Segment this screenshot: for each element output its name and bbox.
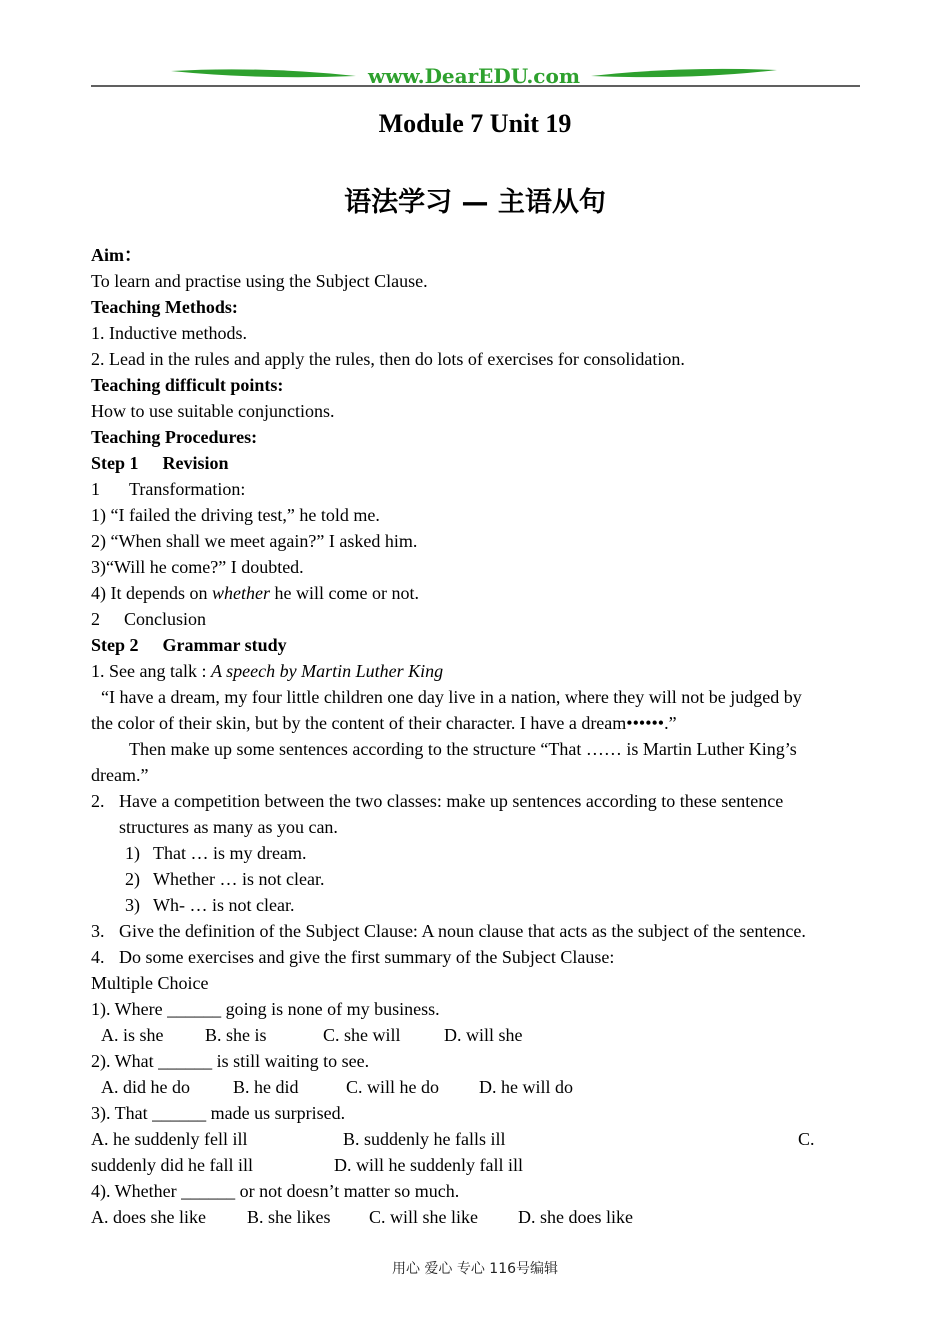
option: A. he suddenly fell ill <box>91 1129 248 1149</box>
method-item: 1. Inductive methods. <box>91 323 247 343</box>
then-line: dream.” <box>91 765 149 785</box>
mc-label: Multiple Choice <box>91 973 209 993</box>
left-swoosh-icon <box>171 69 356 77</box>
option: D. she does like <box>518 1207 633 1227</box>
structure-num: 2) <box>125 869 140 889</box>
structure-item <box>91 892 861 918</box>
aim-text: To learn and practise using the Subject Clause. <box>91 271 428 291</box>
question-2: 2). What ______ is still waiting to see. <box>91 1051 370 1071</box>
item4-pre: 4) It depends on <box>91 583 212 603</box>
quote-line: the color of their skin, but by the content of their character. I have a dream••••••.” <box>91 713 677 733</box>
speech-pre: 1. See ang talk : <box>91 661 211 681</box>
structure-item <box>91 866 861 892</box>
option: A. does she like <box>91 1207 206 1227</box>
question-3-options-cont <box>91 1152 861 1178</box>
step2-name: Grammar study <box>162 635 287 655</box>
exercise-num: 4. <box>91 947 105 967</box>
step1-name: Revision <box>162 453 229 473</box>
option: D. he will do <box>479 1077 573 1097</box>
structure-text: That … is my dream. <box>153 843 307 863</box>
conclusion-label: Conclusion <box>124 609 207 629</box>
option: D. will he suddenly fall ill <box>334 1155 523 1175</box>
item4-emphasis: whether <box>211 583 270 603</box>
structure-item <box>91 840 861 866</box>
option: B. she likes <box>247 1207 331 1227</box>
page-subtitle: 语法学习 — 主语从句 <box>344 187 606 218</box>
definition-text: Give the definition of the Subject Clause: A noun clause that acts as the subject of the sentence. <box>119 921 806 941</box>
quote-line: “I have a dream, my four little children one day live in a nation, where they will not be judged by <box>101 687 802 707</box>
header-logo-banner <box>91 60 860 90</box>
structure-num: 1) <box>125 843 140 863</box>
definition-line <box>91 918 861 944</box>
exercise-line <box>91 944 861 970</box>
structure-num: 3) <box>125 895 140 915</box>
option: C. will she like <box>369 1207 478 1227</box>
option: C. will he do <box>346 1077 439 1097</box>
question-1: 1). Where ______ going is none of my business. <box>91 999 440 1019</box>
difficult-label: Teaching difficult points: <box>91 375 284 395</box>
question-3-options <box>91 1126 861 1152</box>
exercise-text: Do some exercises and give the first summary of the Subject Clause: <box>119 947 615 967</box>
question-2-options <box>91 1074 861 1100</box>
option: B. he did <box>233 1077 299 1097</box>
speech-line <box>91 658 861 684</box>
option: B. suddenly he falls ill <box>343 1129 506 1149</box>
step2-heading <box>91 632 861 658</box>
competition-line <box>91 788 861 814</box>
question-4-options <box>91 1204 861 1230</box>
structure-text: Wh- … is not clear. <box>153 895 295 915</box>
option: B. she is <box>205 1025 267 1045</box>
revision-item: 3)“Will he come?” I doubted. <box>91 557 304 577</box>
option: C. <box>798 1129 815 1149</box>
page-title: Module 7 Unit 19 <box>378 109 572 138</box>
speech-title: A speech by Martin Luther King <box>210 661 444 681</box>
competition-text: Have a competition between the two classes: make up sentences according to these sentence <box>119 791 784 811</box>
right-swoosh-icon <box>591 69 777 77</box>
page-header <box>91 60 860 90</box>
option: suddenly did he fall ill <box>91 1155 253 1175</box>
then-line: Then make up some sentences according to the structure “That …… is Martin Luther King’s <box>129 739 797 759</box>
step1-heading <box>91 450 861 476</box>
step1-label: Step 1 <box>91 453 139 473</box>
site-logo-text: www.DearEDU.com <box>367 64 581 88</box>
transform-label: Transformation: <box>129 479 246 499</box>
difficult-text: How to use suitable conjunctions. <box>91 401 335 421</box>
question-4: 4). Whether ______ or not doesn’t matter so much. <box>91 1181 460 1201</box>
method-item: 2. Lead in the rules and apply the rules, then do lots of exercises for consolidation. <box>91 349 685 369</box>
option: D. will she <box>444 1025 523 1045</box>
question-1-options <box>91 1022 861 1048</box>
revision-item <box>91 580 861 606</box>
competition-line: structures as many as you can. <box>119 817 338 837</box>
page-footer: 用心 爱心 专心 116号编辑 <box>391 1261 559 1277</box>
item4-post: he will come or not. <box>269 583 419 603</box>
aim-label: Aim： <box>91 245 142 265</box>
transformation-line <box>91 476 861 502</box>
methods-label: Teaching Methods: <box>91 297 238 317</box>
revision-item: 1) “I failed the driving test,” he told me. <box>91 505 380 525</box>
option: C. she will <box>323 1025 401 1045</box>
question-3: 3). That ______ made us surprised. <box>91 1103 346 1123</box>
transform-num: 1 <box>91 479 100 499</box>
revision-item: 2) “When shall we meet again?” I asked him. <box>91 531 418 551</box>
conclusion-line <box>91 606 861 632</box>
competition-num: 2. <box>91 791 105 811</box>
structure-text: Whether … is not clear. <box>153 869 325 889</box>
lesson-body <box>91 242 861 1230</box>
option: A. did he do <box>101 1077 190 1097</box>
step2-label: Step 2 <box>91 635 139 655</box>
procedures-label: Teaching Procedures: <box>91 427 258 447</box>
option: A. is she <box>101 1025 164 1045</box>
definition-num: 3. <box>91 921 105 941</box>
conclusion-num: 2 <box>91 609 100 629</box>
